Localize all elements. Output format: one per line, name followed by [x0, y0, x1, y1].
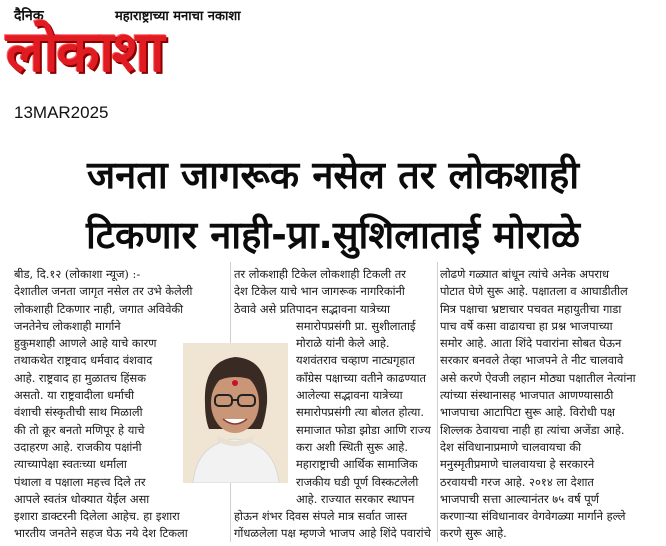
article-line: आहे. राज्यात सरकार स्थापन: [296, 491, 415, 506]
article-line: आहे. राष्ट्रवाद हा मुळातच हिंसक: [14, 370, 146, 385]
article-line: तर लोकशाही टिकेल लोकशाही टिकली तर: [234, 267, 406, 281]
article-line: मोराळे यांनी केले आहे.: [296, 336, 390, 351]
article-line: देश टिकेल याचे भान जागरूक नागरिकांनी: [234, 284, 405, 299]
article-line: आलेल्या सद्भावना यात्रेच्या: [296, 388, 403, 403]
headline-line-2: टिकणार नाही-प्रा.सुशिलाताई मोराळे: [85, 213, 581, 257]
article-line: होऊन शंभर दिवस संपले मात्र सर्वात जास्त: [234, 509, 408, 524]
article-line: समारोपप्रसंगी प्रा. सुशीलाताई: [296, 318, 416, 333]
column-divider: [437, 262, 438, 542]
article-line: त्यांच्या संस्थानासह भाजपात आणण्यासाठी: [440, 388, 614, 403]
article-line: बीड, दि.१२ (लोकाशा न्यूज) :-: [14, 267, 141, 281]
article-line: पोटात घेणे सुरू आहे. पक्षातला व आघाडीतील: [440, 284, 628, 299]
article-column-3: [440, 266, 654, 543]
article-line: तथाकथेत राष्ट्रवाद धर्मवाद वंशवाद: [14, 353, 153, 368]
article-line: असे करणे ऐवजी लहान मोठ्या पक्षातील नेत्यांना: [440, 370, 636, 385]
portrait-illustration: [183, 343, 288, 483]
article-line: करणाऱ्या संविधानावर वेगवेगळ्या मार्गाने हल्ले: [440, 509, 626, 524]
masthead: [0, 0, 300, 100]
masthead-tagline: महाराष्ट्राच्या मनाचा नकाशा: [115, 9, 241, 24]
article-line: देशातील जनता जागृत नसेल तर उभे केलेली: [14, 284, 193, 299]
article-line: आपले स्वतंत्र धोक्यात येईल असा: [14, 491, 150, 506]
article-line: समोर आहे. आता शिंदे पवारांना सोबत घेऊन: [440, 336, 622, 351]
article-line: सरकार बनवले तेव्हा भाजपने ते नीट चालवावे: [440, 353, 624, 368]
article-line: लोढणे गळ्यात बांधून त्यांचे अनेक अपराध: [440, 267, 610, 281]
article-line: इशारा डाक्टरनी दिलेला आहेच. हा इशारा: [14, 509, 180, 524]
article-line: त्याच्यापेक्षा स्वतःच्या धर्माला: [14, 457, 127, 472]
article-line: उदाहरण आहे. राजकीय पक्षांनी: [14, 439, 142, 454]
article-line: करणे सुरू आहे.: [440, 526, 507, 541]
publication-date: 13MAR2025: [14, 103, 109, 122]
article-line: हुकुमशाही आणले आहे याचे कारण: [14, 336, 157, 351]
article-line: जनतेनेच लोकशाही मार्गाने: [14, 318, 121, 333]
article-line: काँग्रेस पक्षाच्या वतीने काढण्यात: [296, 370, 427, 385]
article-line: ठेवावे असे प्रतिपादन सद्भावना यात्रेच्या: [234, 301, 390, 316]
masthead-tag-left: दैनिक: [14, 8, 44, 24]
newspaper-logo: लोकाशा: [6, 20, 163, 85]
article-line: करा अशी स्थिती सुरू आहे.: [296, 439, 408, 454]
article-line: लोकशाही टिकणार नाही, जगात अविवेकी: [14, 301, 184, 316]
article-line: भाजपाचा आटापिटा सुरू आहे. विरोधी पक्ष: [440, 405, 615, 420]
article-line: ठरवायची गरज आहे. २०१४ ला देशात: [440, 474, 594, 489]
article-line: वंशाची संस्कृतीची साथ मिळाली: [14, 405, 143, 420]
article-line: मनुस्मृतीप्रमाणे चालवायचा हे सरकारने: [440, 457, 595, 472]
headline-line-1: जनता जागरूक नसेल तर लोकशाही: [86, 153, 580, 197]
article-line: पाच वर्षे कसा वाढायचा हा प्रश्न भाजपाच्या: [440, 318, 613, 333]
article-line: शिल्लक ठेवायचा नाही हा त्यांचा अजेंडा आहे.: [440, 422, 625, 437]
author-photo: [183, 343, 288, 483]
article-line: यशवंतराव चव्हाण नाट्यगृहात: [296, 353, 415, 368]
article-line: महाराष्ट्राची आर्थिक सामाजिक: [296, 457, 418, 472]
article-line: गोंधळलेला पक्ष म्हणजे भाजप आहे शिंदे पवारांचे: [234, 526, 431, 541]
article-line: भारतीय जनतेने सहज घेऊ नये देश टिकला: [14, 526, 188, 541]
article-line: असतो. या राष्ट्रवादीला धर्माची: [14, 388, 135, 403]
article-line: समारोपप्रसंगी त्या बोलत होत्या.: [296, 405, 424, 420]
article-line: मित्र पक्षाचा भ्रष्टाचार पचवत महायुतीचा गाडा: [440, 301, 622, 316]
article-line: समाजात फोडा झोडा आणि राज्य: [296, 422, 431, 437]
article-line: देश संविधानाप्रमाणे चालवायचा की: [440, 439, 582, 454]
article-line: की तो क्रूर बनतो मणिपूर हे याचे: [14, 422, 145, 437]
article-line: भाजपाची सत्ता आल्यानंतर ७५ वर्ष पूर्ण: [440, 491, 599, 506]
article-line: पंथाला व पक्षाला महत्त्व दिले तर: [14, 474, 146, 489]
article-line: राजकीय घडी पूर्ण विस्कटलेली: [296, 474, 419, 489]
